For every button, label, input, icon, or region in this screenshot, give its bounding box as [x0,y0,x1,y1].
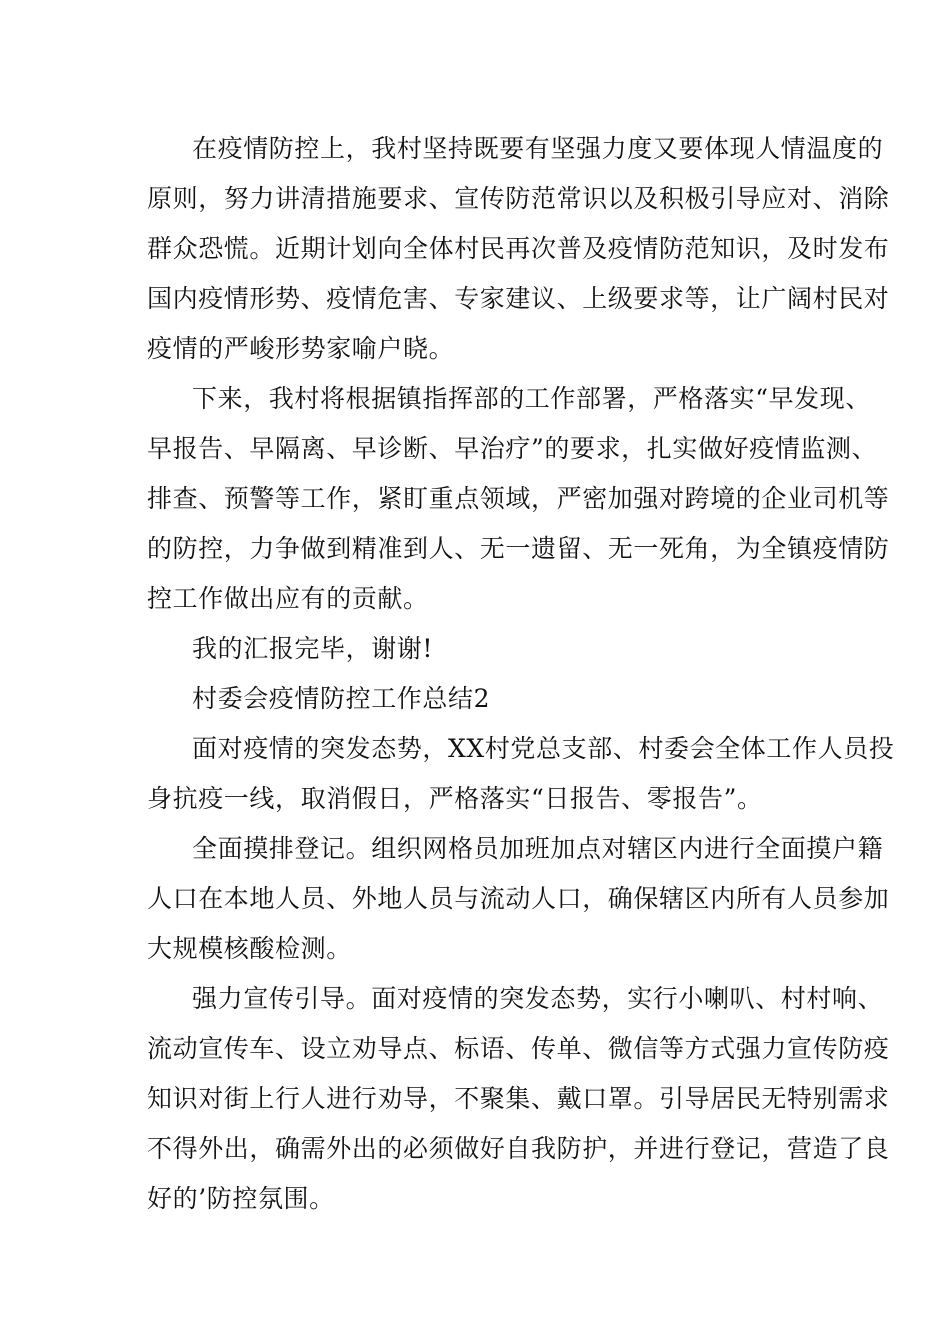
closing-line: 我的汇报完毕，谢谢! [192,634,434,663]
paragraph-1-line-1: 在疫情防控上，我村坚持既要有坚强力度又要体现人情温度的 [192,134,884,163]
paragraph-1-line-2: 原则，努力讲清措施要求、宣传防范常识以及积极引导应对、消除 [147,184,890,213]
paragraph-5-line-2: 流动宣传车、设立劝导点、标语、传单、微信等方式强力宣传防疫 [147,1034,890,1063]
paragraph-2-line-2: 早报告、早隔离、早诊断、早治疗”的要求，扎实做好疫情监测、 [147,434,878,463]
paragraph-1-line-3: 群众恐慌。近期计划向全体村民再次普及疫情防范知识，及时发布 [147,234,890,263]
paragraph-4-line-1: 全面摸排登记。组织网格员加班加点对辖区内进行全面摸户籍 [192,834,884,863]
paragraph-2-line-5: 控工作做出应有的贡献。 [147,584,429,613]
paragraph-1-line-4: 国内疫情形势、疫情危害、专家建议、上级要求等，让广阔村民对 [147,284,890,313]
section-title: 村委会疫情防控工作总结2 [192,684,491,713]
paragraph-3-line-2: 身抗疫一线，取消假日，严格落实“日报告、零报告”。 [147,784,763,813]
paragraph-5-line-1: 强力宣传引导。面对疫情的突发态势，实行小喇叭、村村响、 [192,984,884,1013]
paragraph-5-line-4: 不得外出，确需外出的必须做好自我防护，并进行登记，营造了良 [147,1134,890,1163]
paragraph-3-line-1: 面对疫情的突发态势，XX村党总支部、村委会全体工作人员投 [192,734,895,763]
paragraph-4-line-3: 大规模核酸检测。 [147,934,352,963]
paragraph-1-line-5: 疫情的严峻形势家喻户晓。 [147,334,455,363]
paragraph-2-line-3: 排查、预警等工作，紧盯重点领域，严密加强对跨境的企业司机等 [147,484,890,513]
paragraph-2-line-1: 下来，我村将根据镇指挥部的工作部署，严格落实“早发现、 [192,384,871,413]
paragraph-2-line-4: 的防控，力争做到精准到人、无一遗留、无一死角，为全镇疫情防 [147,534,890,563]
paragraph-5-line-3: 知识对街上行人进行劝导，不聚集、戴口罩。引导居民无特别需求 [147,1084,890,1113]
paragraph-4-line-2: 人口在本地人员、外地人员与流动人口，确保辖区内所有人员参加 [147,884,890,913]
paragraph-5-line-5: 好的’防控氛围。 [147,1184,335,1213]
